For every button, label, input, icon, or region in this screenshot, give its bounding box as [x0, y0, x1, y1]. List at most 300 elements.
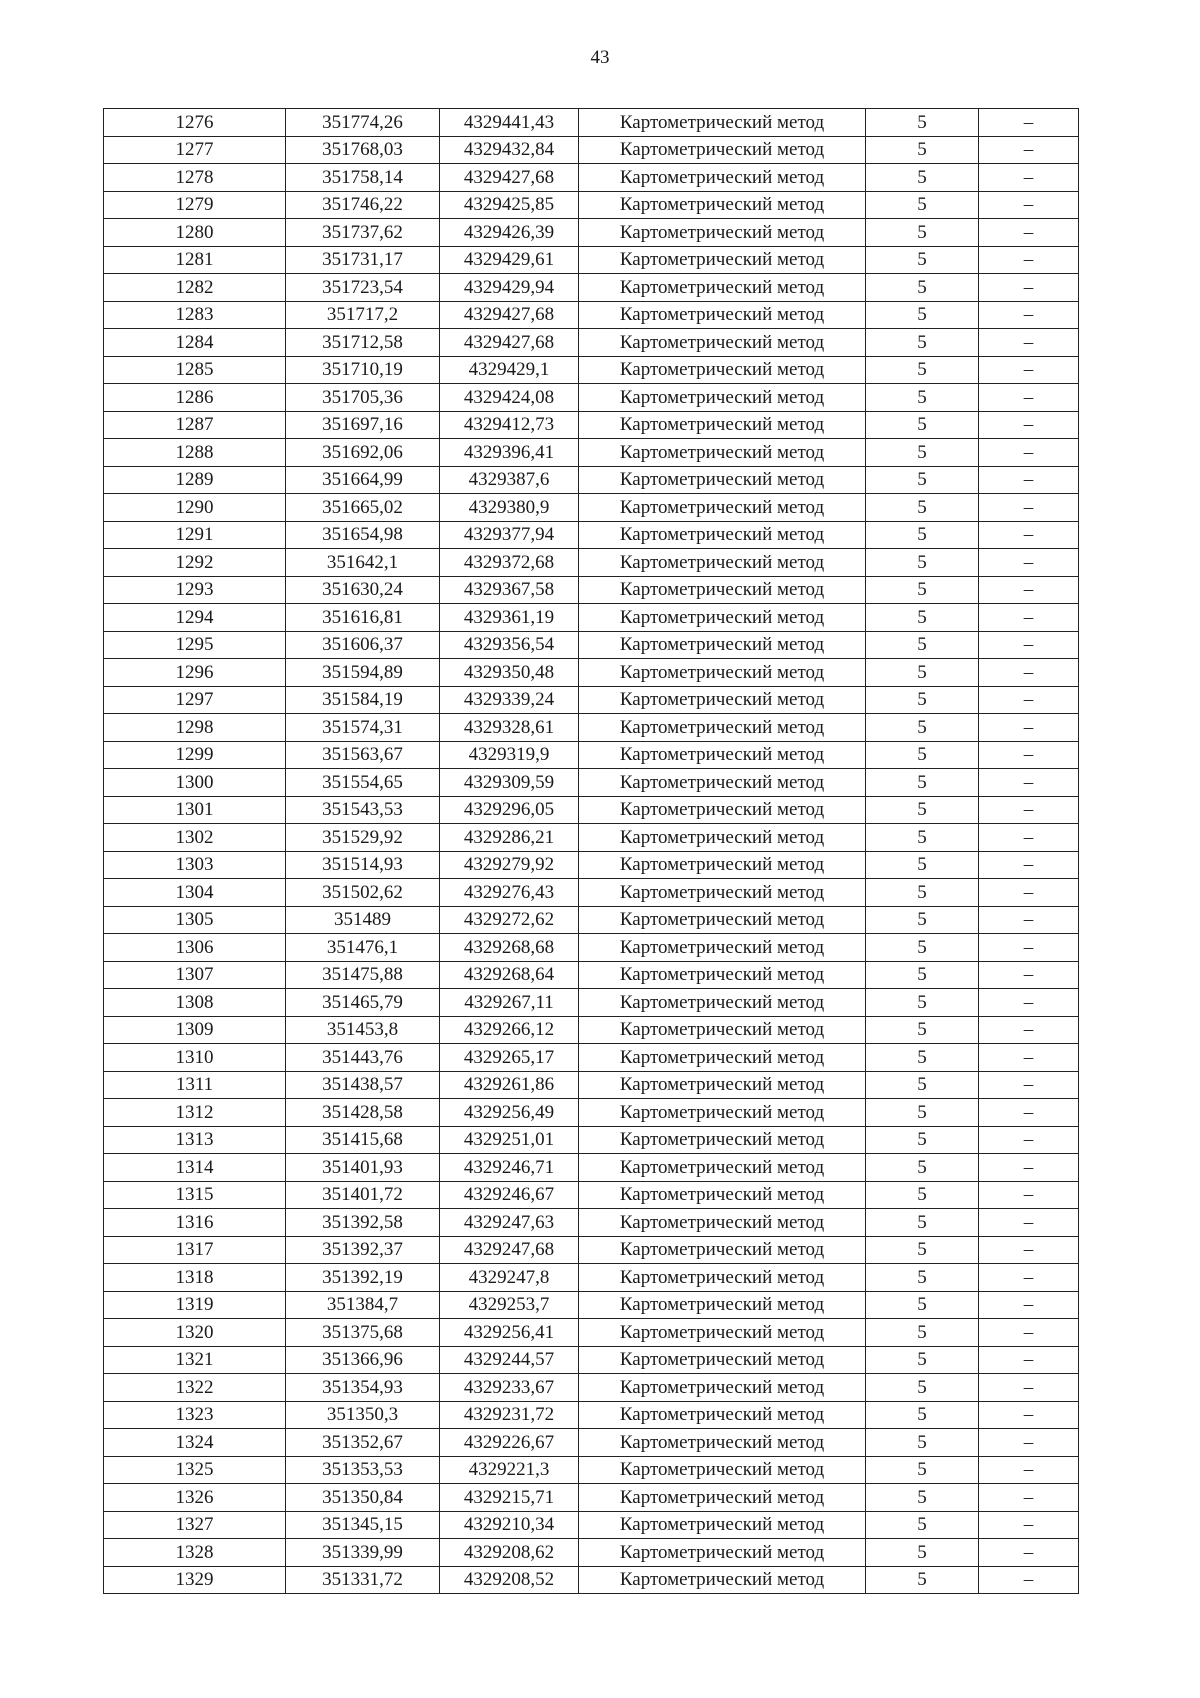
accuracy-cell: 5 — [866, 356, 979, 384]
method-cell: Картометрический метод — [579, 1099, 866, 1127]
x-coordinate-cell: 351353,53 — [286, 1456, 440, 1484]
description-cell: – — [979, 219, 1079, 247]
description-cell: – — [979, 1566, 1079, 1594]
point-number-cell: 1312 — [104, 1099, 286, 1127]
description-cell: – — [979, 521, 1079, 549]
point-number-cell: 1311 — [104, 1071, 286, 1099]
y-coordinate-cell: 4329429,1 — [440, 356, 579, 384]
point-number-cell: 1285 — [104, 356, 286, 384]
table-row — [104, 851, 1079, 879]
method-cell: Картометрический метод — [579, 1154, 866, 1182]
point-number-cell: 1279 — [104, 191, 286, 219]
table-row — [104, 934, 1079, 962]
accuracy-cell: 5 — [866, 686, 979, 714]
x-coordinate-cell: 351366,96 — [286, 1346, 440, 1374]
description-cell: – — [979, 1291, 1079, 1319]
accuracy-cell: 5 — [866, 494, 979, 522]
point-number-cell: 1295 — [104, 631, 286, 659]
accuracy-cell: 5 — [866, 1539, 979, 1567]
table-row — [104, 1016, 1079, 1044]
point-number-cell: 1283 — [104, 301, 286, 329]
point-number-cell: 1317 — [104, 1236, 286, 1264]
y-coordinate-cell: 4329256,41 — [440, 1319, 579, 1347]
x-coordinate-cell: 351384,7 — [286, 1291, 440, 1319]
y-coordinate-cell: 4329251,01 — [440, 1126, 579, 1154]
y-coordinate-cell: 4329272,62 — [440, 906, 579, 934]
description-cell: – — [979, 1429, 1079, 1457]
accuracy-cell: 5 — [866, 521, 979, 549]
point-number-cell: 1329 — [104, 1566, 286, 1594]
method-cell: Картометрический метод — [579, 1016, 866, 1044]
point-number-cell: 1309 — [104, 1016, 286, 1044]
accuracy-cell: 5 — [866, 1319, 979, 1347]
method-cell: Картометрический метод — [579, 576, 866, 604]
table-row — [104, 494, 1079, 522]
x-coordinate-cell: 351339,99 — [286, 1539, 440, 1567]
table-row — [104, 329, 1079, 357]
accuracy-cell: 5 — [866, 1456, 979, 1484]
table-row — [104, 906, 1079, 934]
y-coordinate-cell: 4329426,39 — [440, 219, 579, 247]
accuracy-cell: 5 — [866, 411, 979, 439]
description-cell: – — [979, 1181, 1079, 1209]
table-row — [104, 1181, 1079, 1209]
table-row — [104, 1099, 1079, 1127]
description-cell: – — [979, 109, 1079, 137]
point-number-cell: 1287 — [104, 411, 286, 439]
method-cell: Картометрический метод — [579, 1456, 866, 1484]
method-cell: Картометрический метод — [579, 686, 866, 714]
accuracy-cell: 5 — [866, 659, 979, 687]
accuracy-cell: 5 — [866, 301, 979, 329]
table-row — [104, 1566, 1079, 1594]
y-coordinate-cell: 4329339,24 — [440, 686, 579, 714]
x-coordinate-cell: 351392,58 — [286, 1209, 440, 1237]
y-coordinate-cell: 4329309,59 — [440, 769, 579, 797]
y-coordinate-cell: 4329279,92 — [440, 851, 579, 879]
x-coordinate-cell: 351345,15 — [286, 1511, 440, 1539]
table-row — [104, 274, 1079, 302]
point-number-cell: 1277 — [104, 136, 286, 164]
accuracy-cell: 5 — [866, 1264, 979, 1292]
x-coordinate-cell: 351465,79 — [286, 989, 440, 1017]
y-coordinate-cell: 4329286,21 — [440, 824, 579, 852]
table-row — [104, 439, 1079, 467]
accuracy-cell: 5 — [866, 1374, 979, 1402]
accuracy-cell: 5 — [866, 1236, 979, 1264]
table-row — [104, 219, 1079, 247]
method-cell: Картометрический метод — [579, 714, 866, 742]
y-coordinate-cell: 4329233,67 — [440, 1374, 579, 1402]
description-cell: – — [979, 686, 1079, 714]
accuracy-cell: 5 — [866, 191, 979, 219]
y-coordinate-cell: 4329247,63 — [440, 1209, 579, 1237]
x-coordinate-cell: 351489 — [286, 906, 440, 934]
table-row — [104, 1236, 1079, 1264]
point-number-cell: 1298 — [104, 714, 286, 742]
accuracy-cell: 5 — [866, 741, 979, 769]
accuracy-cell: 5 — [866, 796, 979, 824]
point-number-cell: 1292 — [104, 549, 286, 577]
x-coordinate-cell: 351594,89 — [286, 659, 440, 687]
x-coordinate-cell: 351352,67 — [286, 1429, 440, 1457]
y-coordinate-cell: 4329427,68 — [440, 301, 579, 329]
method-cell: Картометрический метод — [579, 1236, 866, 1264]
x-coordinate-cell: 351375,68 — [286, 1319, 440, 1347]
method-cell: Картометрический метод — [579, 1181, 866, 1209]
x-coordinate-cell: 351354,93 — [286, 1374, 440, 1402]
accuracy-cell: 5 — [866, 769, 979, 797]
description-cell: – — [979, 1374, 1079, 1402]
method-cell: Картометрический метод — [579, 1264, 866, 1292]
description-cell: – — [979, 1126, 1079, 1154]
point-number-cell: 1305 — [104, 906, 286, 934]
y-coordinate-cell: 4329256,49 — [440, 1099, 579, 1127]
description-cell: – — [979, 1209, 1079, 1237]
table-row — [104, 796, 1079, 824]
method-cell: Картометрический метод — [579, 301, 866, 329]
method-cell: Картометрический метод — [579, 494, 866, 522]
table-row — [104, 1456, 1079, 1484]
x-coordinate-cell: 351758,14 — [286, 164, 440, 192]
table-row — [104, 1071, 1079, 1099]
x-coordinate-cell: 351705,36 — [286, 384, 440, 412]
accuracy-cell: 5 — [866, 1154, 979, 1182]
point-number-cell: 1300 — [104, 769, 286, 797]
description-cell: – — [979, 494, 1079, 522]
point-number-cell: 1316 — [104, 1209, 286, 1237]
point-number-cell: 1324 — [104, 1429, 286, 1457]
description-cell: – — [979, 411, 1079, 439]
table-row — [104, 989, 1079, 1017]
y-coordinate-cell: 4329319,9 — [440, 741, 579, 769]
y-coordinate-cell: 4329380,9 — [440, 494, 579, 522]
description-cell: – — [979, 384, 1079, 412]
description-cell: – — [979, 329, 1079, 357]
method-cell: Картометрический метод — [579, 824, 866, 852]
description-cell: – — [979, 246, 1079, 274]
table-row — [104, 824, 1079, 852]
method-cell: Картометрический метод — [579, 604, 866, 632]
table-row — [104, 879, 1079, 907]
x-coordinate-cell: 351574,31 — [286, 714, 440, 742]
accuracy-cell: 5 — [866, 1099, 979, 1127]
point-number-cell: 1303 — [104, 851, 286, 879]
method-cell: Картометрический метод — [579, 1071, 866, 1099]
y-coordinate-cell: 4329396,41 — [440, 439, 579, 467]
description-cell: – — [979, 604, 1079, 632]
description-cell: – — [979, 796, 1079, 824]
method-cell: Картометрический метод — [579, 191, 866, 219]
method-cell: Картометрический метод — [579, 411, 866, 439]
method-cell: Картометрический метод — [579, 1291, 866, 1319]
y-coordinate-cell: 4329268,68 — [440, 934, 579, 962]
method-cell: Картометрический метод — [579, 851, 866, 879]
x-coordinate-cell: 351529,92 — [286, 824, 440, 852]
accuracy-cell: 5 — [866, 1044, 979, 1072]
y-coordinate-cell: 4329246,71 — [440, 1154, 579, 1182]
table-row — [104, 1484, 1079, 1512]
description-cell: – — [979, 824, 1079, 852]
point-number-cell: 1321 — [104, 1346, 286, 1374]
y-coordinate-cell: 4329328,61 — [440, 714, 579, 742]
y-coordinate-cell: 4329372,68 — [440, 549, 579, 577]
y-coordinate-cell: 4329247,68 — [440, 1236, 579, 1264]
point-number-cell: 1284 — [104, 329, 286, 357]
description-cell: – — [979, 191, 1079, 219]
method-cell: Картометрический метод — [579, 1346, 866, 1374]
table-row — [104, 109, 1079, 137]
y-coordinate-cell: 4329261,86 — [440, 1071, 579, 1099]
x-coordinate-cell: 351717,2 — [286, 301, 440, 329]
accuracy-cell: 5 — [866, 1429, 979, 1457]
y-coordinate-cell: 4329221,3 — [440, 1456, 579, 1484]
point-number-cell: 1297 — [104, 686, 286, 714]
x-coordinate-cell: 351502,62 — [286, 879, 440, 907]
table-row — [104, 686, 1079, 714]
table-row — [104, 604, 1079, 632]
point-number-cell: 1307 — [104, 961, 286, 989]
point-number-cell: 1282 — [104, 274, 286, 302]
point-number-cell: 1308 — [104, 989, 286, 1017]
table-row — [104, 164, 1079, 192]
method-cell: Картометрический метод — [579, 1319, 866, 1347]
x-coordinate-cell: 351664,99 — [286, 466, 440, 494]
point-number-cell: 1326 — [104, 1484, 286, 1512]
description-cell: – — [979, 1016, 1079, 1044]
accuracy-cell: 5 — [866, 1566, 979, 1594]
x-coordinate-cell: 351697,16 — [286, 411, 440, 439]
table-row — [104, 769, 1079, 797]
description-cell: – — [979, 769, 1079, 797]
point-number-cell: 1325 — [104, 1456, 286, 1484]
y-coordinate-cell: 4329268,64 — [440, 961, 579, 989]
point-number-cell: 1278 — [104, 164, 286, 192]
x-coordinate-cell: 351428,58 — [286, 1099, 440, 1127]
y-coordinate-cell: 4329246,67 — [440, 1181, 579, 1209]
point-number-cell: 1310 — [104, 1044, 286, 1072]
table-row — [104, 136, 1079, 164]
description-cell: – — [979, 1456, 1079, 1484]
method-cell: Картометрический метод — [579, 1126, 866, 1154]
x-coordinate-cell: 351415,68 — [286, 1126, 440, 1154]
description-cell: – — [979, 356, 1079, 384]
x-coordinate-cell: 351350,84 — [286, 1484, 440, 1512]
accuracy-cell: 5 — [866, 879, 979, 907]
method-cell: Картометрический метод — [579, 1566, 866, 1594]
y-coordinate-cell: 4329210,34 — [440, 1511, 579, 1539]
description-cell: – — [979, 1539, 1079, 1567]
description-cell: – — [979, 989, 1079, 1017]
y-coordinate-cell: 4329429,94 — [440, 274, 579, 302]
method-cell: Картометрический метод — [579, 796, 866, 824]
method-cell: Картометрический метод — [579, 246, 866, 274]
method-cell: Картометрический метод — [579, 1429, 866, 1457]
description-cell: – — [979, 851, 1079, 879]
y-coordinate-cell: 4329266,12 — [440, 1016, 579, 1044]
y-coordinate-cell: 4329412,73 — [440, 411, 579, 439]
table-row — [104, 1264, 1079, 1292]
accuracy-cell: 5 — [866, 961, 979, 989]
accuracy-cell: 5 — [866, 219, 979, 247]
accuracy-cell: 5 — [866, 274, 979, 302]
accuracy-cell: 5 — [866, 466, 979, 494]
x-coordinate-cell: 351475,88 — [286, 961, 440, 989]
point-number-cell: 1293 — [104, 576, 286, 604]
y-coordinate-cell: 4329231,72 — [440, 1401, 579, 1429]
point-number-cell: 1319 — [104, 1291, 286, 1319]
y-coordinate-cell: 4329377,94 — [440, 521, 579, 549]
point-number-cell: 1302 — [104, 824, 286, 852]
y-coordinate-cell: 4329267,11 — [440, 989, 579, 1017]
table-row — [104, 1401, 1079, 1429]
method-cell: Картометрический метод — [579, 549, 866, 577]
method-cell: Картометрический метод — [579, 521, 866, 549]
point-number-cell: 1320 — [104, 1319, 286, 1347]
x-coordinate-cell: 351331,72 — [286, 1566, 440, 1594]
table-row — [104, 714, 1079, 742]
accuracy-cell: 5 — [866, 934, 979, 962]
table-row — [104, 961, 1079, 989]
y-coordinate-cell: 4329276,43 — [440, 879, 579, 907]
accuracy-cell: 5 — [866, 1484, 979, 1512]
point-number-cell: 1314 — [104, 1154, 286, 1182]
x-coordinate-cell: 351543,53 — [286, 796, 440, 824]
table-row — [104, 411, 1079, 439]
y-coordinate-cell: 4329253,7 — [440, 1291, 579, 1319]
point-number-cell: 1281 — [104, 246, 286, 274]
description-cell: – — [979, 714, 1079, 742]
y-coordinate-cell: 4329367,58 — [440, 576, 579, 604]
point-number-cell: 1290 — [104, 494, 286, 522]
table-row — [104, 1209, 1079, 1237]
method-cell: Картометрический метод — [579, 356, 866, 384]
description-cell: – — [979, 1236, 1079, 1264]
y-coordinate-cell: 4329427,68 — [440, 164, 579, 192]
x-coordinate-cell: 351642,1 — [286, 549, 440, 577]
accuracy-cell: 5 — [866, 1346, 979, 1374]
accuracy-cell: 5 — [866, 824, 979, 852]
method-cell: Картометрический метод — [579, 906, 866, 934]
description-cell: – — [979, 961, 1079, 989]
x-coordinate-cell: 351443,76 — [286, 1044, 440, 1072]
y-coordinate-cell: 4329441,43 — [440, 109, 579, 137]
table-row — [104, 659, 1079, 687]
point-number-cell: 1328 — [104, 1539, 286, 1567]
accuracy-cell: 5 — [866, 384, 979, 412]
table-row — [104, 549, 1079, 577]
method-cell: Картометрический метод — [579, 934, 866, 962]
description-cell: – — [979, 1401, 1079, 1429]
x-coordinate-cell: 351563,67 — [286, 741, 440, 769]
y-coordinate-cell: 4329265,17 — [440, 1044, 579, 1072]
table-row — [104, 246, 1079, 274]
method-cell: Картометрический метод — [579, 109, 866, 137]
description-cell: – — [979, 631, 1079, 659]
table-row — [104, 1154, 1079, 1182]
description-cell: – — [979, 274, 1079, 302]
method-cell: Картометрический метод — [579, 659, 866, 687]
x-coordinate-cell: 351401,72 — [286, 1181, 440, 1209]
method-cell: Картометрический метод — [579, 384, 866, 412]
point-number-cell: 1322 — [104, 1374, 286, 1402]
x-coordinate-cell: 351737,62 — [286, 219, 440, 247]
y-coordinate-cell: 4329247,8 — [440, 1264, 579, 1292]
method-cell: Картометрический метод — [579, 1044, 866, 1072]
table-row — [104, 1511, 1079, 1539]
table-row — [104, 576, 1079, 604]
x-coordinate-cell: 351514,93 — [286, 851, 440, 879]
point-number-cell: 1306 — [104, 934, 286, 962]
description-cell: – — [979, 1319, 1079, 1347]
x-coordinate-cell: 351616,81 — [286, 604, 440, 632]
point-number-cell: 1294 — [104, 604, 286, 632]
method-cell: Картометрический метод — [579, 1209, 866, 1237]
description-cell: – — [979, 906, 1079, 934]
description-cell: – — [979, 466, 1079, 494]
table-row — [104, 1374, 1079, 1402]
table-row — [104, 1346, 1079, 1374]
method-cell: Картометрический метод — [579, 1484, 866, 1512]
description-cell: – — [979, 576, 1079, 604]
method-cell: Картометрический метод — [579, 741, 866, 769]
table-row — [104, 1044, 1079, 1072]
y-coordinate-cell: 4329215,71 — [440, 1484, 579, 1512]
x-coordinate-cell: 351476,1 — [286, 934, 440, 962]
point-number-cell: 1318 — [104, 1264, 286, 1292]
point-number-cell: 1289 — [104, 466, 286, 494]
point-number-cell: 1327 — [104, 1511, 286, 1539]
table-row — [104, 741, 1079, 769]
x-coordinate-cell: 351453,8 — [286, 1016, 440, 1044]
table-row — [104, 1429, 1079, 1457]
x-coordinate-cell: 351768,03 — [286, 136, 440, 164]
point-number-cell: 1313 — [104, 1126, 286, 1154]
accuracy-cell: 5 — [866, 1016, 979, 1044]
y-coordinate-cell: 4329387,6 — [440, 466, 579, 494]
x-coordinate-cell: 351654,98 — [286, 521, 440, 549]
table-row — [104, 1291, 1079, 1319]
method-cell: Картометрический метод — [579, 879, 866, 907]
x-coordinate-cell: 351630,24 — [286, 576, 440, 604]
method-cell: Картометрический метод — [579, 1539, 866, 1567]
description-cell: – — [979, 549, 1079, 577]
x-coordinate-cell: 351665,02 — [286, 494, 440, 522]
method-cell: Картометрический метод — [579, 136, 866, 164]
x-coordinate-cell: 351710,19 — [286, 356, 440, 384]
accuracy-cell: 5 — [866, 109, 979, 137]
x-coordinate-cell: 351392,19 — [286, 1264, 440, 1292]
point-number-cell: 1299 — [104, 741, 286, 769]
method-cell: Картометрический метод — [579, 439, 866, 467]
x-coordinate-cell: 351401,93 — [286, 1154, 440, 1182]
accuracy-cell: 5 — [866, 714, 979, 742]
y-coordinate-cell: 4329244,57 — [440, 1346, 579, 1374]
description-cell: – — [979, 164, 1079, 192]
accuracy-cell: 5 — [866, 439, 979, 467]
method-cell: Картометрический метод — [579, 1401, 866, 1429]
page-number: 43 — [590, 47, 610, 68]
accuracy-cell: 5 — [866, 549, 979, 577]
table-row — [104, 1319, 1079, 1347]
description-cell: – — [979, 741, 1079, 769]
method-cell: Картометрический метод — [579, 329, 866, 357]
x-coordinate-cell: 351554,65 — [286, 769, 440, 797]
y-coordinate-cell: 4329361,19 — [440, 604, 579, 632]
description-cell: – — [979, 1264, 1079, 1292]
y-coordinate-cell: 4329208,62 — [440, 1539, 579, 1567]
point-number-cell: 1276 — [104, 109, 286, 137]
